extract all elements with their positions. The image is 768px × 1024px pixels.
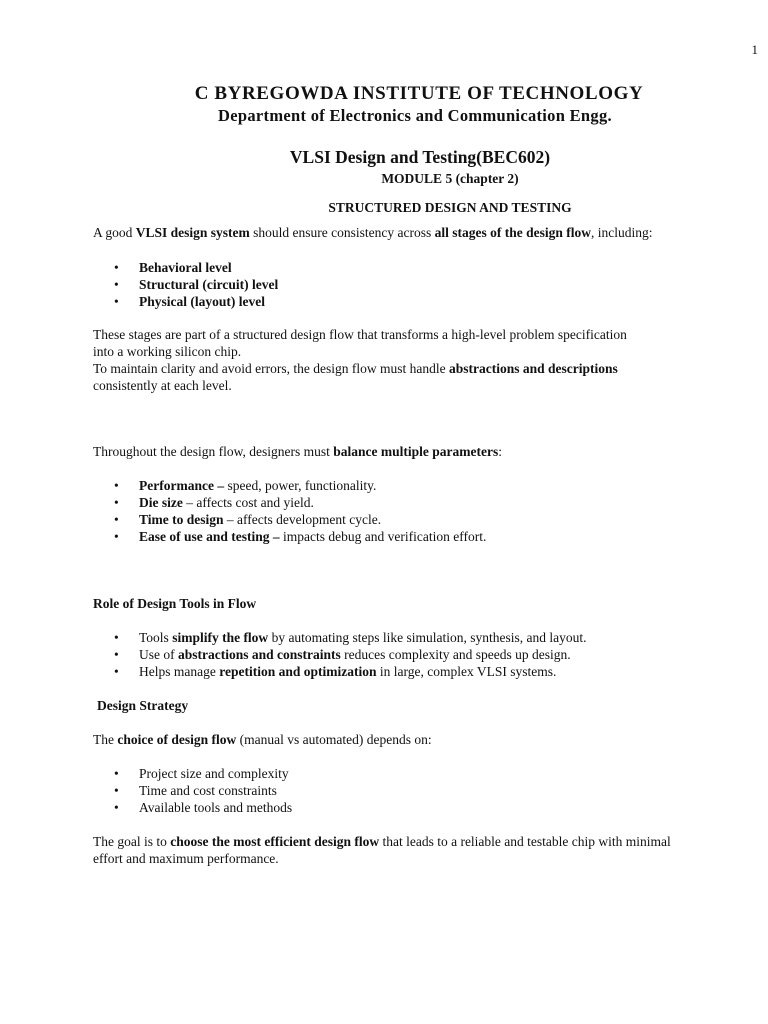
list-item: • Behavioral level — [93, 259, 683, 276]
levels-list — [93, 259, 683, 310]
course-title: VLSI Design and Testing(BEC602) — [289, 147, 551, 167]
abstractions-paragraph: To maintain clarity and avoid errors, the design flow must handle abstractions and descriptions consistently at each level. — [93, 361, 618, 393]
list-item: • Use of abstractions and constraints reduces complexity and speeds up design. — [93, 646, 683, 663]
department-title: Department of Electronics and Communication Engg. — [218, 106, 612, 125]
tools-list — [93, 629, 683, 680]
list-item: • Physical (layout) level — [93, 293, 683, 310]
strategy-list — [93, 765, 683, 816]
list-item: • Time and cost constraints — [93, 782, 683, 799]
list-item: • Project size and complexity — [93, 765, 683, 782]
document-body — [93, 224, 683, 867]
balance-paragraph: Throughout the design flow, designers must balance multiple parameters: — [93, 444, 502, 459]
section-title: STRUCTURED DESIGN AND TESTING — [328, 200, 572, 215]
parameters-list — [93, 477, 683, 545]
list-item: • Available tools and methods — [93, 799, 683, 816]
list-item: • Die size – affects cost and yield. — [93, 494, 683, 511]
stages-paragraph: These stages are part of a structured design flow that transforms a high-level problem specification into a working silicon chip. — [93, 327, 627, 359]
module-label: MODULE 5 (chapter 2) — [381, 171, 519, 186]
intro-paragraph: A good VLSI design system should ensure consistency across all stages of the design flow, including: — [93, 225, 653, 240]
list-item: • Time to design – affects development cycle. — [93, 511, 683, 528]
institute-title: C BYREGOWDA INSTITUTE OF TECHNOLOGY — [194, 83, 644, 104]
list-item: • Performance – speed, power, functionality. — [93, 477, 683, 494]
goal-paragraph: The goal is to choose the most efficient design flow that leads to a reliable and testable chip with minimal effort and maximum performance. — [93, 834, 671, 866]
list-item: • Structural (circuit) level — [93, 276, 683, 293]
list-item: • Tools simplify the flow by automating steps like simulation, synthesis, and layout. — [93, 629, 683, 646]
list-item: • Helps manage repetition and optimization in large, complex VLSI systems. — [93, 663, 683, 680]
strategy-paragraph: The choice of design flow (manual vs automated) depends on: — [93, 732, 432, 747]
page-number: 1 — [751, 42, 758, 57]
tools-heading: Role of Design Tools in Flow — [93, 596, 257, 611]
strategy-heading: Design Strategy — [97, 698, 189, 713]
list-item: • Ease of use and testing – impacts debug and verification effort. — [93, 528, 683, 545]
